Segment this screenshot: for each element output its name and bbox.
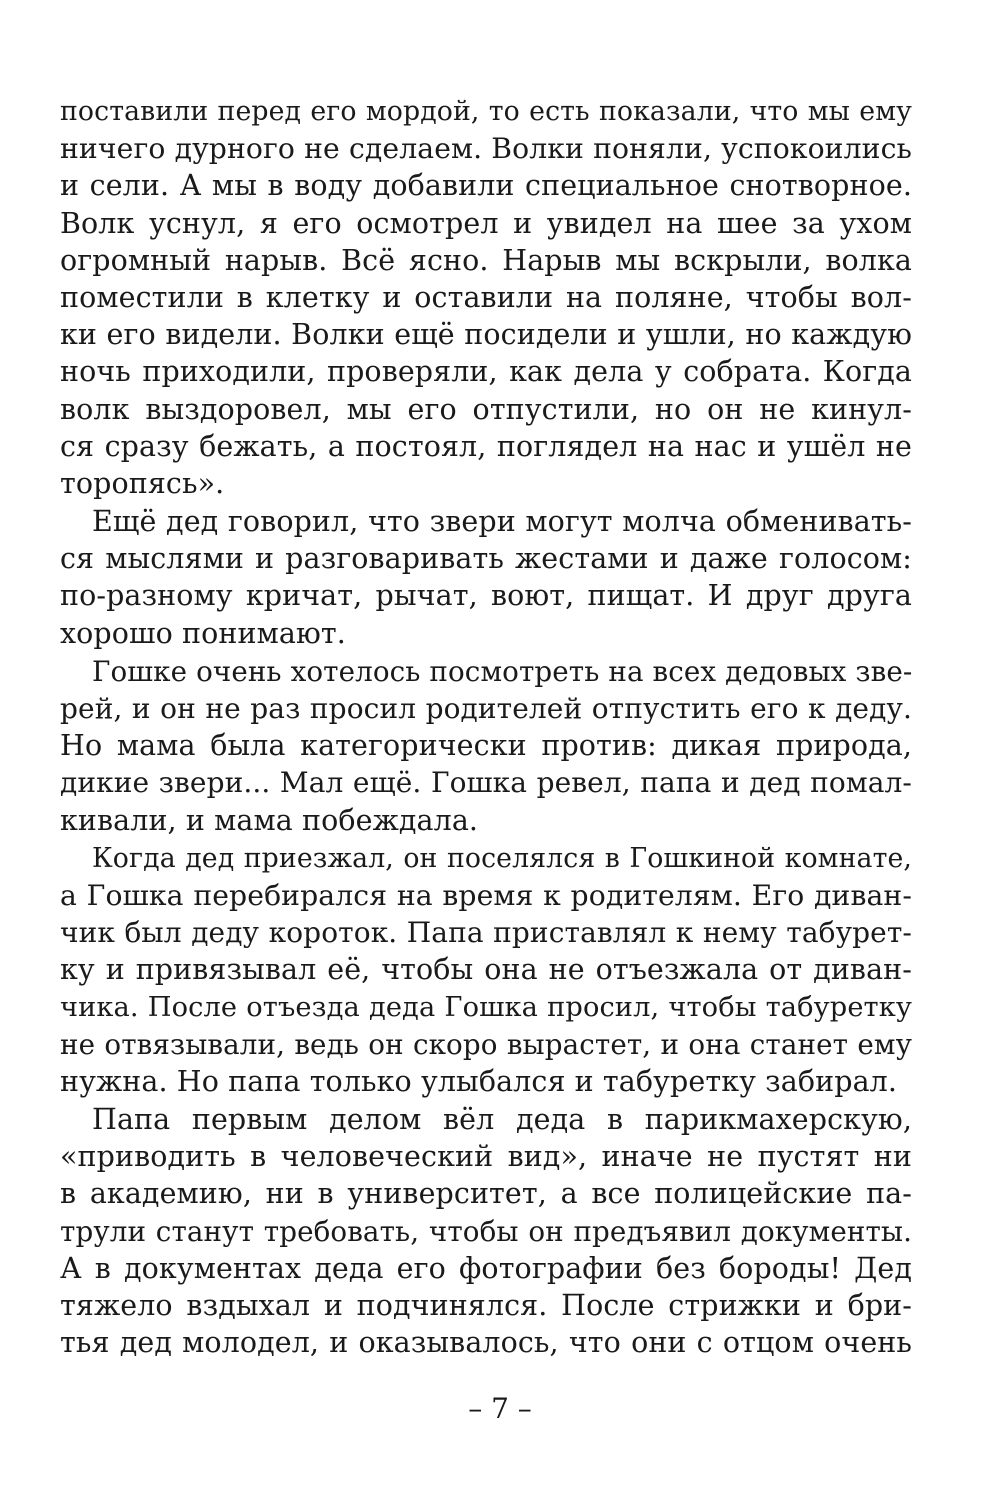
text-line: тяжело вздыхал и подчинялся. После стрижки и бри- <box>60 1289 912 1322</box>
text-line: чика. После отъезда деда Гошка просил, чтобы табуретку <box>60 991 912 1023</box>
text-line: нужна. Но папа только улыбался и табуретку забирал. <box>60 1064 898 1098</box>
text-line: «приводить в человеческий вид», иначе не пустят ни <box>60 1140 912 1174</box>
text-line: хорошо понимают. <box>60 616 346 650</box>
text-line: кивали, и мама побеждала. <box>60 803 479 837</box>
text-line: Волк уснул, я его осмотрел и увидел на шее за ухом <box>60 206 912 240</box>
text-line: не отвязывали, ведь он скоро вырастет, и она станет ему <box>60 1027 912 1061</box>
text-line: поставили перед его мордой, то есть показали, что мы ему <box>60 96 912 127</box>
book-page-text <box>60 93 912 1362</box>
text-line: и сели. А мы в воду добавили специальное снотворное. <box>60 169 912 203</box>
paragraph-1 <box>60 93 912 502</box>
paragraph-2 <box>60 503 912 652</box>
text-line: трули станут требовать, чтобы он предъявил документы. <box>60 1214 912 1248</box>
text-line: в академию, ни в университет, а все полицейские па- <box>60 1177 912 1211</box>
paragraph-3 <box>60 653 912 839</box>
text-line: рей, и он не раз просил родителей отпустить его к деду. <box>60 692 912 725</box>
text-line: огромный нарыв. Всё ясно. Нарыв мы вскрыли, волка <box>60 243 912 277</box>
text-line: ничего дурного не сделаем. Волки поняли, успокоились <box>60 132 912 166</box>
text-line: Гошке очень хотелось посмотреть на всех дедовых зве- <box>92 654 913 688</box>
text-line: ки его видели. Волки ещё посидели и ушли, но каждую <box>60 318 912 352</box>
text-line: А в документах деда его фотографии без бороды! Дед <box>60 1251 912 1285</box>
paragraph-4 <box>60 840 912 1100</box>
text-line: волк выздоровел, мы его отпустили, но он не кинул- <box>60 392 912 426</box>
text-line: ся сразу бежать, а постоял, поглядел на нас и ушёл не <box>60 429 912 463</box>
text-line: ся мыслями и разговаривать жестами и даже голосом: <box>60 542 912 576</box>
text-line: дикие звери... Мал ещё. Гошка ревел, папа и дед помал- <box>60 766 912 800</box>
text-line: Ещё дед говорил, что звери могут молча обменивать- <box>92 505 912 539</box>
text-line: Папа первым делом вёл деда в парикмахерскую, <box>92 1103 912 1137</box>
text-line: Но мама была категорически против: дикая природа, <box>60 729 912 763</box>
text-line: ночь приходили, проверяли, как дела у собрата. Когда <box>60 355 912 389</box>
text-line: торопясь». <box>60 466 225 500</box>
text-line: тья дед молодел, и оказывалось, что они с отцом очень <box>60 1326 912 1360</box>
text-line: ку и привязывал её, чтобы она не отъезжала от диван- <box>60 953 912 987</box>
text-line: Когда дед приезжал, он поселялся в Гошкиной комнате, <box>92 842 912 874</box>
page-number: – 7 – <box>468 1392 532 1425</box>
text-line: чик был деду короток. Папа приставлял к нему табурет- <box>60 916 912 950</box>
text-line: а Гошка перебирался на время к родителям. Его диван- <box>60 878 912 912</box>
text-line: поместили в клетку и оставили на поляне, чтобы вол- <box>60 280 912 314</box>
paragraph-5 <box>60 1101 912 1361</box>
text-line: по-разному кричат, рычат, воют, пищат. И друг друга <box>60 579 912 613</box>
